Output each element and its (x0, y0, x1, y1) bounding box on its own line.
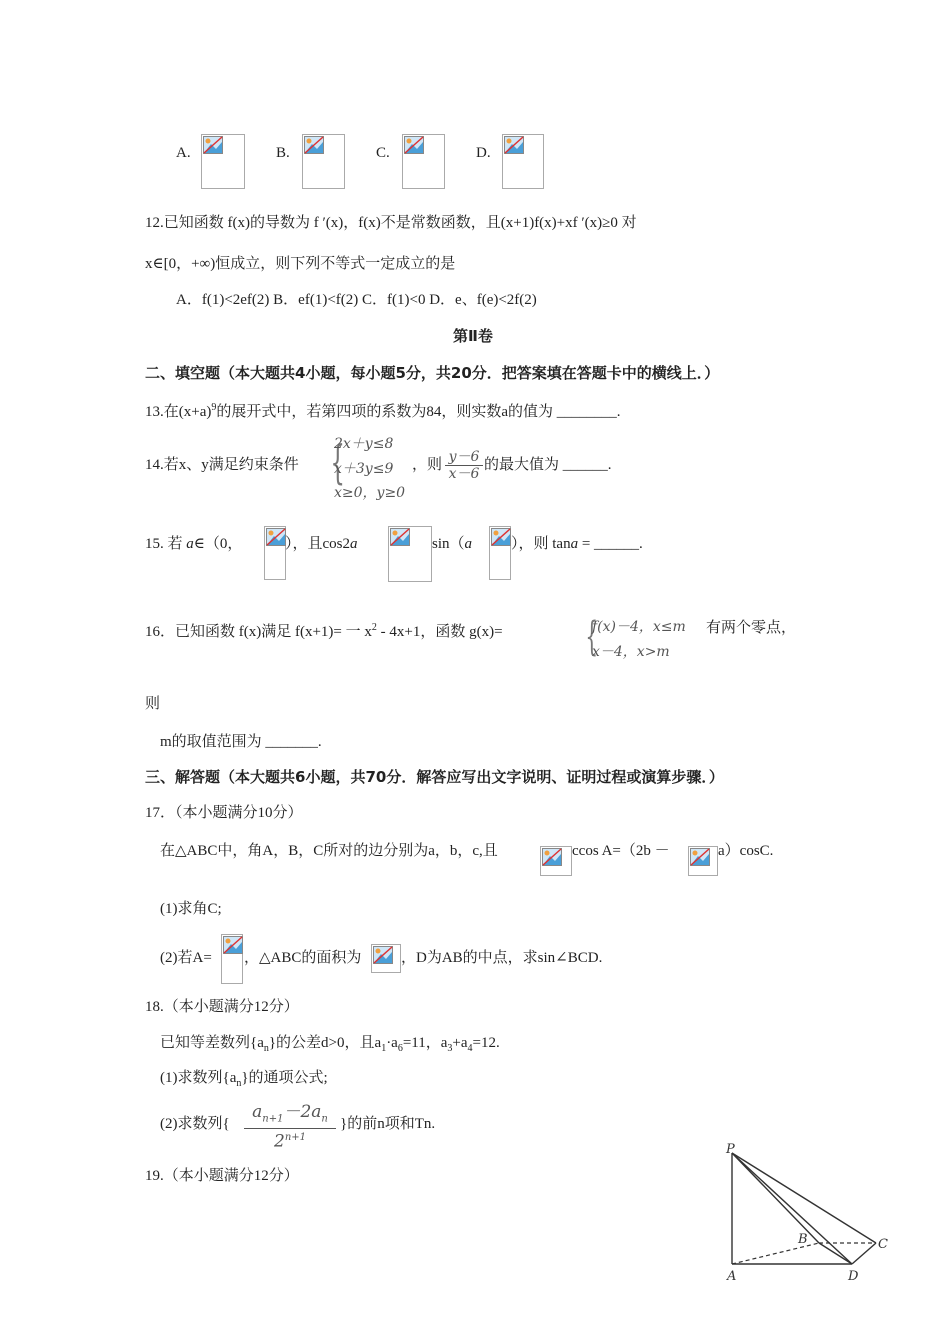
q17-body-b: ccos A=（2b － (572, 843, 670, 859)
fill-in-header: 二、填空题（本大题共4小题，每小题5分，共20分．把答案填在答题卡中的横线上．） (145, 364, 720, 382)
q17-part2b: ，△ABC的面积为 (244, 950, 362, 966)
q11-option-b: B. (276, 145, 290, 161)
image-placeholder-icon (502, 134, 544, 189)
q17-part1: (1)求角C; (160, 901, 222, 917)
q15-text-2: ），且cos2a (285, 536, 358, 552)
solve-header: 三、解答题（本大题共6小题，共70分．解答应写出文字说明、证明过程或演算步骤．） (145, 768, 724, 786)
q11-option-c: C. (376, 145, 390, 161)
image-placeholder-icon (388, 526, 432, 582)
image-placeholder-icon (264, 526, 286, 580)
piecewise-case-1: f(x)－4，x≤m (592, 619, 686, 635)
q14-pre: 14.若x、y满足约束条件 (145, 457, 299, 473)
q12-line1: 12.已知函数 f(x)的导数为 f ′(x)，f(x)不是常数函数，且(x+1)f(x)+xf ′(x)≥0 对 (145, 215, 637, 231)
q14-fraction: y－6 x－6 (445, 449, 483, 482)
q16-line3: m的取值范围为 _______. (160, 734, 322, 750)
q14-post: 的最大值为 ______. (484, 457, 612, 473)
image-placeholder-icon (688, 846, 718, 876)
image-placeholder-icon (371, 944, 401, 973)
q15-text-4: ），则 tana = ______. (511, 536, 643, 552)
image-placeholder-icon (201, 134, 245, 189)
q14-mid: ，则 (412, 457, 443, 473)
q18-part1: (1)求数列$\{a_n\}$的通项公式; (160, 1070, 328, 1089)
q12-options: A．f(1)<2ef(2) B．ef(1)<f(2) C．f(1)<0 D．e、f(e)<2f(2) (176, 292, 537, 308)
q19-title: 19.（本小题满分12分） (145, 1168, 299, 1184)
label-A: A (727, 1269, 737, 1284)
q11-option-a: A. (176, 145, 191, 161)
section-title: 第Ⅱ卷 (453, 327, 493, 345)
constraint-3: x≥0，y≥0 (334, 485, 406, 501)
label-C: C (878, 1237, 888, 1252)
q18-title: 18.（本小题满分12分） (145, 999, 299, 1015)
image-placeholder-icon (489, 526, 511, 580)
label-B: B (798, 1232, 808, 1247)
image-placeholder-icon (221, 934, 243, 984)
q11-option-d: D. (476, 145, 491, 161)
constraint-2: x＋3y≤9 (334, 461, 394, 477)
q13-text: 13.在$(x+a)^9$的展开式中，若第四项的系数为84，则实数a的值为 ________. (145, 402, 621, 420)
q17-body-a: 在△ABC中，角A，B，C所对的边分别为a，b，c,且 (160, 843, 498, 859)
piecewise-brace: { (585, 614, 599, 660)
q17-part2a: (2)若A= (160, 950, 212, 966)
pyramid-figure (718, 1140, 896, 1285)
q18-part2b: }的前n项和Tn. (340, 1116, 436, 1132)
q12-line2: x∈[0，+∞)恒成立，则下列不等式一定成立的是 (145, 256, 456, 272)
q18-fraction: $a_{n+1}-2a_n$ $2^{n+1}$ (244, 1103, 336, 1151)
q18-body: 已知等差数列$\{a_n\}$的公差d>0，且$a_1\cdot a_6=11$，$a_3+a_4=12$. (160, 1035, 500, 1054)
q17-body-c: a）cosC. (718, 843, 774, 859)
constraint-1: 2x＋y≤8 (334, 436, 394, 452)
q15-text: 15. 若 a∈（0， (145, 536, 243, 552)
q18-part2a: (2)求数列{ (160, 1116, 230, 1132)
piecewise-case-2: x－4，x>m (592, 644, 670, 660)
q15-text-3: sin（a (432, 536, 473, 552)
image-placeholder-icon (402, 134, 445, 189)
q16-line1c: 有两个零点， (706, 620, 797, 636)
image-placeholder-icon (302, 134, 345, 189)
image-placeholder-icon (540, 846, 572, 876)
label-P: P (726, 1142, 735, 1157)
q16-line1: 16．已知函数 f(x)满足 f(x+1)= 一 $x^2 - 4x+1$，函数 g(x)= (145, 622, 503, 640)
q17-title: 17．（本小题满分10分） (145, 805, 303, 821)
q17-part2c: ，D为AB的中点，求sin∠BCD. (401, 950, 603, 966)
constraint-brace: { (330, 435, 345, 489)
q16-line2: 则 (145, 696, 161, 712)
label-D: D (848, 1269, 859, 1284)
